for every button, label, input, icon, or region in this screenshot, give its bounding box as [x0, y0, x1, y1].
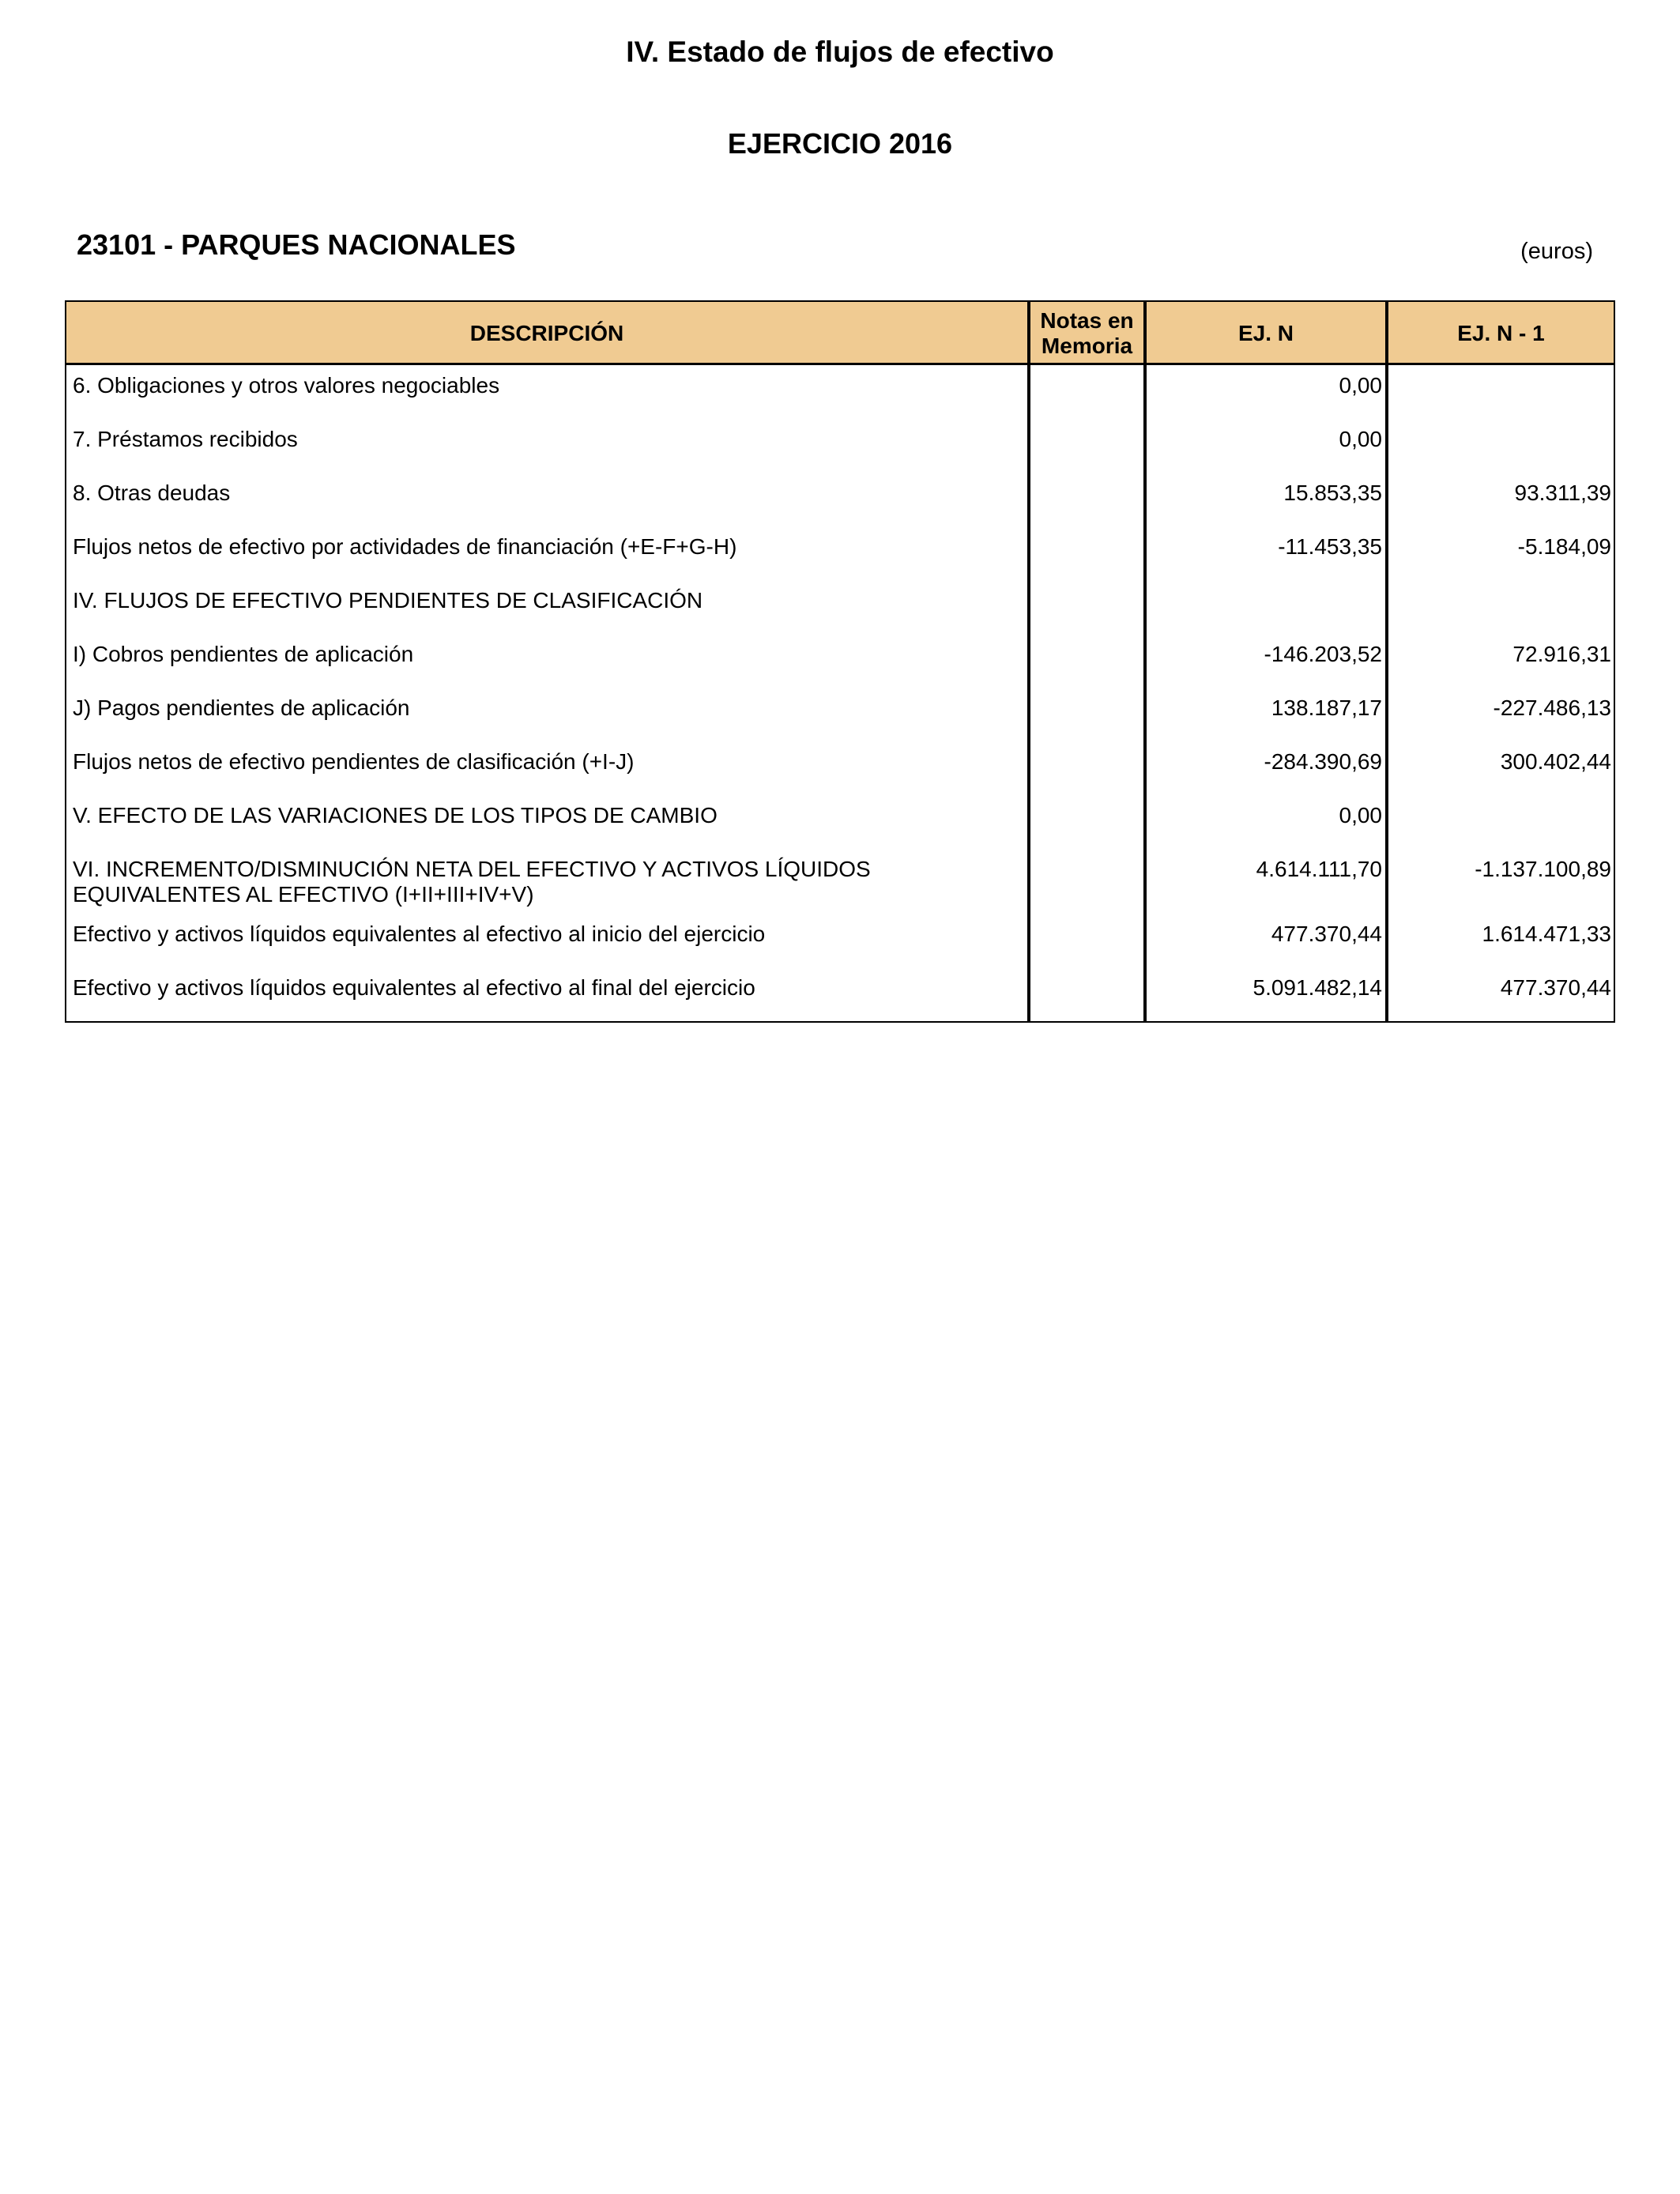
row-value-ej-n1: 93.311,39	[1514, 481, 1611, 505]
row-description: Flujos netos de efectivo por actividades de financiación (+E-F+G-H)	[73, 534, 737, 559]
table-row	[66, 922, 1614, 975]
row-value-ej-n1: 1.614.471,33	[1482, 922, 1611, 946]
table-row	[66, 975, 1614, 1029]
row-value-ej-n: -146.203,52	[1264, 642, 1382, 666]
row-value-ej-n: -284.390,69	[1264, 749, 1382, 774]
row-description: 6. Obligaciones y otros valores negociables	[73, 373, 500, 398]
row-description: VI. INCREMENTO/DISMINUCIÓN NETA DEL EFECTIVO Y ACTIVOS LÍQUIDOS EQUIVALENTES AL EFECTIVO (I+II+III+IV+V)	[73, 857, 871, 907]
column-header-ej-n1: EJ. N - 1	[1457, 321, 1545, 345]
row-value-ej-n1: -1.137.100,89	[1475, 857, 1611, 881]
row-description: 8. Otras deudas	[73, 481, 231, 505]
row-description: 7. Préstamos recibidos	[73, 427, 298, 451]
row-value-ej-n: 477.370,44	[1271, 922, 1382, 946]
table-row	[66, 481, 1614, 534]
row-value-ej-n: 0,00	[1339, 803, 1382, 827]
row-value-ej-n: 0,00	[1339, 427, 1382, 451]
column-header-ej-n: EJ. N	[1237, 321, 1294, 345]
entity-name: 23101 - PARQUES NACIONALES	[77, 228, 516, 261]
table-row	[66, 642, 1614, 696]
page-title: IV. Estado de flujos de efectivo	[626, 36, 1054, 68]
row-value-ej-n: 15.853,35	[1283, 481, 1382, 505]
table-row	[66, 588, 1614, 642]
row-value-ej-n1: -227.486,13	[1493, 696, 1611, 720]
table-row	[66, 427, 1614, 481]
row-value-ej-n1: 300.402,44	[1500, 749, 1611, 774]
column-header-descripcion: DESCRIPCIÓN	[469, 321, 624, 345]
cash-flow-table	[65, 300, 1615, 1023]
row-description: Efectivo y activos líquidos equivalentes al efectivo al inicio del ejercicio	[73, 922, 766, 946]
row-value-ej-n1: -5.184,09	[1517, 534, 1611, 559]
row-description: V. EFECTO DE LAS VARIACIONES DE LOS TIPOS DE CAMBIO	[73, 803, 718, 827]
row-value-ej-n: 138.187,17	[1271, 696, 1382, 720]
row-value-ej-n: 0,00	[1339, 373, 1382, 398]
row-value-ej-n1: 72.916,31	[1512, 642, 1611, 666]
table-row	[66, 373, 1614, 427]
row-description: J) Pagos pendientes de aplicación	[73, 696, 410, 720]
row-description: I) Cobros pendientes de aplicación	[73, 642, 414, 666]
currency-units: (euros)	[1520, 239, 1593, 264]
row-description: Flujos netos de efectivo pendientes de clasificación (+I-J)	[73, 749, 635, 774]
row-description: Efectivo y activos líquidos equivalentes al efectivo al final del ejercicio	[73, 975, 755, 1000]
table-row	[66, 803, 1614, 857]
row-value-ej-n: 5.091.482,14	[1252, 975, 1382, 1000]
row-description: IV. FLUJOS DE EFECTIVO PENDIENTES DE CLASIFICACIÓN	[73, 588, 703, 613]
fiscal-year-heading: EJERCICIO 2016	[727, 127, 953, 160]
row-value-ej-n1: 477.370,44	[1500, 975, 1611, 1000]
row-value-ej-n: -11.453,35	[1278, 534, 1382, 559]
table-row	[66, 857, 1614, 920]
column-header-notas: Notas en Memoria	[1040, 308, 1134, 358]
table-row	[66, 696, 1614, 749]
row-value-ej-n: 4.614.111,70	[1256, 857, 1382, 881]
table-row	[66, 534, 1614, 588]
table-row	[66, 749, 1614, 803]
